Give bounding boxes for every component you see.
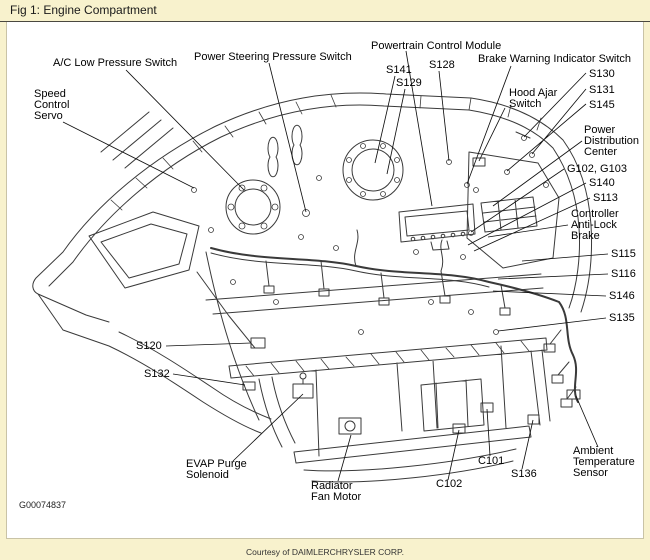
label-s136: S136 xyxy=(511,468,537,480)
label-ambient-temperature-sensor: Ambient xyxy=(573,445,614,457)
label-powertrain-control-module: Powertrain Control Module xyxy=(371,40,502,52)
figure-titlebar xyxy=(0,0,650,22)
label-s128: S128 xyxy=(429,59,455,71)
label-evap-purge-solenoid: EVAP Purge xyxy=(186,458,247,470)
pcm-and-pdc-boxes xyxy=(399,197,537,250)
label-s135: S135 xyxy=(609,312,635,324)
diagram-canvas xyxy=(6,22,644,539)
label-controller-anti-lock-brake: Controller xyxy=(571,208,619,220)
engine-bay-line-art xyxy=(33,93,592,482)
label-power-distribution-center: Power xyxy=(584,124,616,136)
courtesy-text: Courtesy of DAIMLERCHRYSLER CORP. xyxy=(246,547,404,557)
label-radiator-fan-motor: Radiator xyxy=(311,480,353,492)
label-c102: C102 xyxy=(436,478,463,490)
strut-tower-and-booster-circles xyxy=(226,125,403,234)
label-hood-ajar-switch: Switch xyxy=(509,98,542,110)
label-s115: S115 xyxy=(611,248,636,260)
label-brake-warning-indicator-switch: Brake Warning Indicator Switch xyxy=(478,53,632,65)
label-s116: S116 xyxy=(611,268,636,280)
cowl-and-fender-lines xyxy=(33,93,592,433)
label-hood-ajar-switch: Hood Ajar xyxy=(509,87,558,99)
label-ac-low-pressure-switch: A/C Low Pressure Switch xyxy=(53,57,178,69)
drawing-code: G00074837 xyxy=(19,500,67,510)
figure-title: Fig 1: Engine Compartment xyxy=(10,3,157,17)
hatch-marks xyxy=(111,95,541,376)
label-power-steering-pressure-switch: Power Steering Pressure Switch xyxy=(194,51,352,63)
label-s130: S130 xyxy=(589,68,615,80)
label-power-distribution-center: Center xyxy=(584,146,618,158)
label-speed-control-servo: Servo xyxy=(34,110,63,122)
courtesy-line xyxy=(0,547,650,557)
label-c101: C101 xyxy=(478,455,505,467)
label-s132: S132 xyxy=(144,368,170,380)
label-ambient-temperature-sensor: Sensor xyxy=(573,467,608,479)
label-s131: S131 xyxy=(589,84,615,96)
label-speed-control-servo: Speed xyxy=(34,88,66,100)
label-s145: S145 xyxy=(589,99,615,111)
label-ambient-temperature-sensor: Temperature xyxy=(573,456,635,468)
component-labels xyxy=(19,40,639,510)
label-s141: S141 xyxy=(386,64,412,76)
label-s146: S146 xyxy=(609,290,635,302)
wiring-harness xyxy=(211,248,578,402)
label-controller-anti-lock-brake: Anti-Lock xyxy=(571,219,617,231)
label-controller-anti-lock-brake: Brake xyxy=(571,230,600,242)
label-power-distribution-center: Distribution xyxy=(584,135,640,147)
label-s113: S113 xyxy=(593,192,618,204)
label-s140: S140 xyxy=(589,177,615,189)
label-s120: S120 xyxy=(136,340,162,352)
label-speed-control-servo: Control xyxy=(34,99,70,111)
bolt-holes xyxy=(192,136,549,335)
label-s129: S129 xyxy=(396,77,422,89)
label-evap-purge-solenoid: Solenoid xyxy=(186,469,229,481)
engine-compartment-diagram xyxy=(7,22,643,538)
label-radiator-fan-motor: Fan Motor xyxy=(311,491,362,503)
label-g102-g103: G102, G103 xyxy=(567,163,627,175)
